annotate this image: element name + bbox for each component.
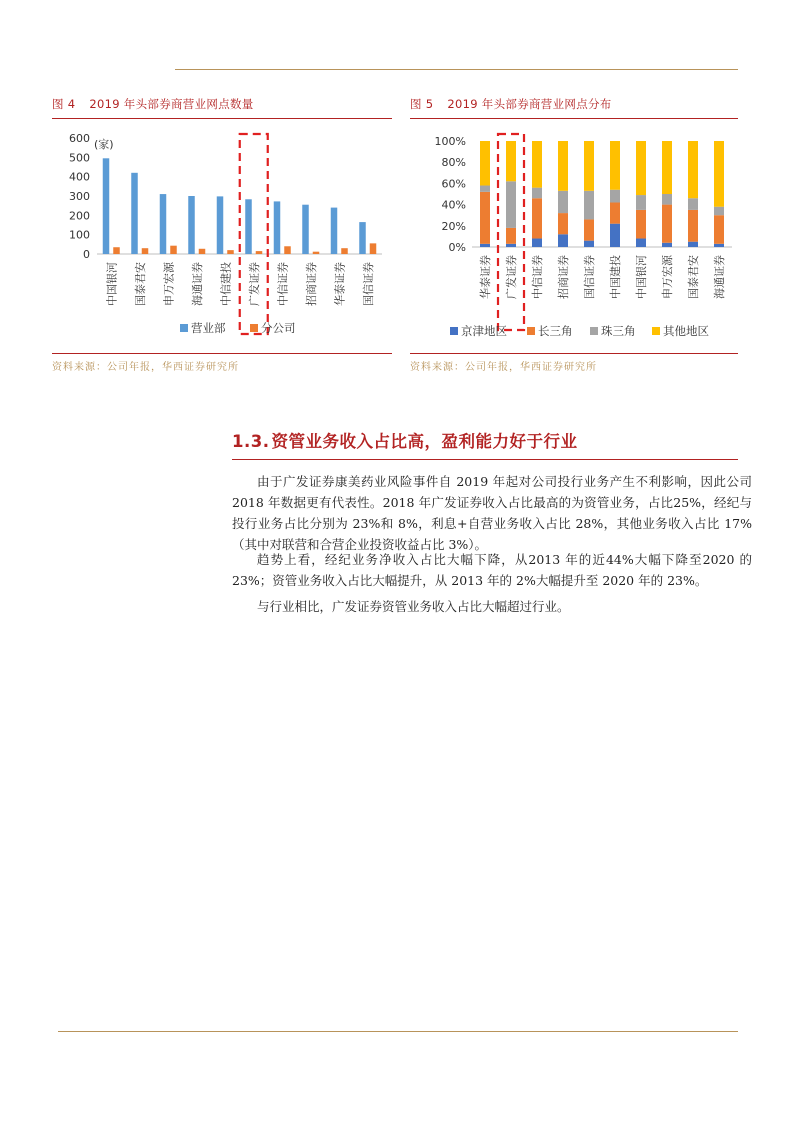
x-tick-label: 中国建投 — [609, 255, 622, 299]
figure4-chart — [52, 122, 392, 352]
bar-segment-3 — [636, 141, 646, 195]
legend-label: 京津地区 — [461, 324, 507, 338]
footer-rule — [58, 1031, 738, 1032]
bar-segment-0 — [714, 244, 724, 247]
bar-segment-0 — [558, 234, 568, 247]
bar-segment-2 — [636, 195, 646, 210]
bar-fengongsi — [370, 243, 377, 254]
y-tick-label: 600 — [69, 132, 90, 145]
header-rule — [175, 69, 738, 70]
x-tick-label: 中信证券 — [531, 255, 544, 299]
bar-yingyebu — [359, 222, 366, 254]
bar-yingyebu — [103, 158, 110, 254]
bar-segment-3 — [532, 141, 542, 188]
figure4-title — [52, 96, 254, 112]
legend-label: 长三角 — [538, 324, 573, 338]
figure5-source: 资料来源：公司年报，华西证券研究所 — [410, 362, 597, 373]
legend-label: 其他地区 — [663, 324, 709, 338]
bar-segment-3 — [480, 141, 490, 186]
x-tick-label: 中国银河 — [105, 262, 119, 306]
legend-label: 分公司 — [261, 321, 296, 335]
bar-fengongsi — [199, 249, 206, 254]
bar-segment-2 — [480, 186, 490, 192]
x-tick-label: 华泰证券 — [479, 255, 492, 299]
bar-segment-3 — [610, 141, 620, 190]
legend-swatch — [250, 324, 258, 332]
x-tick-label: 招商证券 — [304, 262, 318, 306]
x-tick-label: 华泰证券 — [333, 262, 347, 306]
bar-segment-2 — [532, 188, 542, 199]
bar-fengongsi — [313, 252, 320, 254]
figure5-top-rule — [410, 118, 738, 119]
bar-fengongsi — [284, 246, 291, 254]
figure5-title-text: 2019 年头部券商营业网点分布 — [447, 97, 612, 111]
bar-segment-1 — [532, 198, 542, 238]
figure4-number: 图 4 — [52, 97, 76, 111]
bar-segment-0 — [506, 244, 516, 247]
bar-segment-0 — [610, 224, 620, 247]
figure4-source: 资料来源：公司年报，华西证券研究所 — [52, 362, 239, 373]
bar-segment-2 — [610, 190, 620, 203]
bar-segment-1 — [480, 192, 490, 244]
bar-segment-0 — [532, 239, 542, 247]
figure5-bottom-rule — [410, 353, 738, 354]
section-heading — [232, 428, 578, 452]
figure5-number: 图 5 — [410, 97, 434, 111]
bar-yingyebu — [131, 173, 138, 254]
figure4-title-text: 2019 年头部券商营业网点数量 — [89, 97, 254, 111]
y-tick-label: 0% — [448, 241, 466, 254]
x-tick-label: 国信证券 — [361, 262, 375, 306]
legend-swatch — [527, 327, 535, 335]
x-tick-label: 中信证券 — [276, 262, 290, 306]
y-tick-label: 300 — [69, 190, 90, 203]
bar-segment-2 — [558, 191, 568, 213]
section-title: 资管业务收入占比高，盈利能力好于行业 — [271, 432, 578, 451]
bar-segment-0 — [662, 243, 672, 247]
bar-segment-3 — [584, 141, 594, 191]
bar-fengongsi — [341, 248, 348, 254]
legend-swatch — [590, 327, 598, 335]
x-tick-label: 国信证券 — [583, 255, 596, 299]
y-tick-label: 200 — [69, 209, 90, 223]
bar-yingyebu — [188, 196, 195, 254]
legend-label: 营业部 — [191, 321, 226, 335]
bar-fengongsi — [113, 247, 120, 254]
bar-segment-2 — [584, 191, 594, 220]
bar-segment-3 — [506, 141, 516, 181]
y-tick-label: 100 — [69, 228, 90, 242]
bar-segment-2 — [662, 194, 672, 205]
legend-swatch — [180, 324, 188, 332]
y-tick-label: 80% — [441, 156, 466, 170]
bar-yingyebu — [245, 199, 252, 254]
x-tick-label: 国泰君安 — [133, 262, 147, 306]
x-tick-label: 国泰君安 — [687, 255, 700, 299]
bar-fengongsi — [142, 248, 149, 254]
y-tick-label: 60% — [441, 177, 466, 191]
bar-segment-3 — [688, 141, 698, 198]
bar-yingyebu — [160, 194, 167, 254]
y-tick-label: 40% — [441, 198, 466, 212]
bar-fengongsi — [256, 251, 263, 254]
bar-segment-3 — [558, 141, 568, 191]
bar-segment-2 — [714, 207, 724, 215]
legend-swatch — [652, 327, 660, 335]
bar-segment-0 — [480, 244, 490, 247]
bar-segment-0 — [688, 242, 698, 247]
bar-segment-2 — [506, 181, 516, 228]
y-tick-label: 20% — [441, 219, 466, 233]
bar-segment-0 — [584, 241, 594, 247]
bar-fengongsi — [227, 250, 234, 254]
bar-segment-3 — [714, 141, 724, 207]
bar-segment-1 — [506, 228, 516, 244]
bar-segment-2 — [688, 198, 698, 210]
x-tick-label: 海通证券 — [713, 255, 726, 299]
legend-swatch — [450, 327, 458, 335]
paragraph-3: 与行业相比，广发证券资管业务收入占比大幅超过行业。 — [257, 599, 570, 614]
bar-yingyebu — [217, 196, 224, 254]
bar-segment-3 — [662, 141, 672, 194]
x-tick-label: 申万宏源 — [661, 255, 674, 299]
figure5-title — [410, 96, 612, 112]
section-rule — [232, 459, 738, 460]
legend-label: 珠三角 — [601, 324, 636, 338]
bar-segment-1 — [610, 202, 620, 223]
y-tick-label: 500 — [69, 151, 90, 165]
x-tick-label: 海通证券 — [190, 262, 204, 306]
y-tick-label: 0 — [83, 248, 90, 261]
figure4-bottom-rule — [52, 353, 392, 354]
y-tick-label: 100% — [434, 135, 466, 148]
x-tick-label: 中信建投 — [219, 262, 233, 306]
section-number: 1.3. — [232, 432, 270, 451]
x-tick-label: 广发证券 — [247, 262, 261, 306]
x-tick-label: 中国银河 — [635, 255, 648, 299]
bar-segment-0 — [636, 239, 646, 247]
bar-segment-1 — [714, 215, 724, 244]
bar-yingyebu — [302, 205, 309, 254]
bar-yingyebu — [274, 201, 281, 254]
bar-segment-1 — [636, 210, 646, 239]
bar-segment-1 — [584, 219, 594, 240]
bar-yingyebu — [331, 208, 338, 254]
figure4-top-rule — [52, 118, 392, 119]
y-tick-label: 400 — [69, 170, 90, 184]
x-tick-label: 广发证券 — [505, 255, 518, 299]
bar-segment-1 — [558, 213, 568, 234]
y-unit-label: (家) — [94, 138, 114, 151]
bar-fengongsi — [170, 246, 177, 254]
figure5-chart — [410, 122, 738, 352]
x-tick-label: 申万宏源 — [162, 262, 176, 306]
paragraph-2: 趋势上看，经纪业务净收入占比大幅下降，从2013 年的近44%大幅下降至2020 的 23%；资管业务收入占比大幅提升，从 2013 年的 2%大幅提升至 2020 年的 23%。 — [232, 552, 752, 588]
x-tick-label: 招商证券 — [557, 255, 570, 299]
bar-segment-1 — [688, 210, 698, 242]
bar-segment-1 — [662, 205, 672, 243]
paragraph-1: 由于广发证券康美药业风险事件自 2019 年起对公司投行业务产生不利影响，因此公司2018 年数据更有代表性。2018 年广发证券收入占比最高的为资管业务，占比25%，经纪与投行业务占比分别为 23%和 8%，利息+自营业务收入占比 28%，其他业务收入占比 17%（其中对联营和合营企业投资收益占比 3%）。 — [232, 474, 752, 552]
